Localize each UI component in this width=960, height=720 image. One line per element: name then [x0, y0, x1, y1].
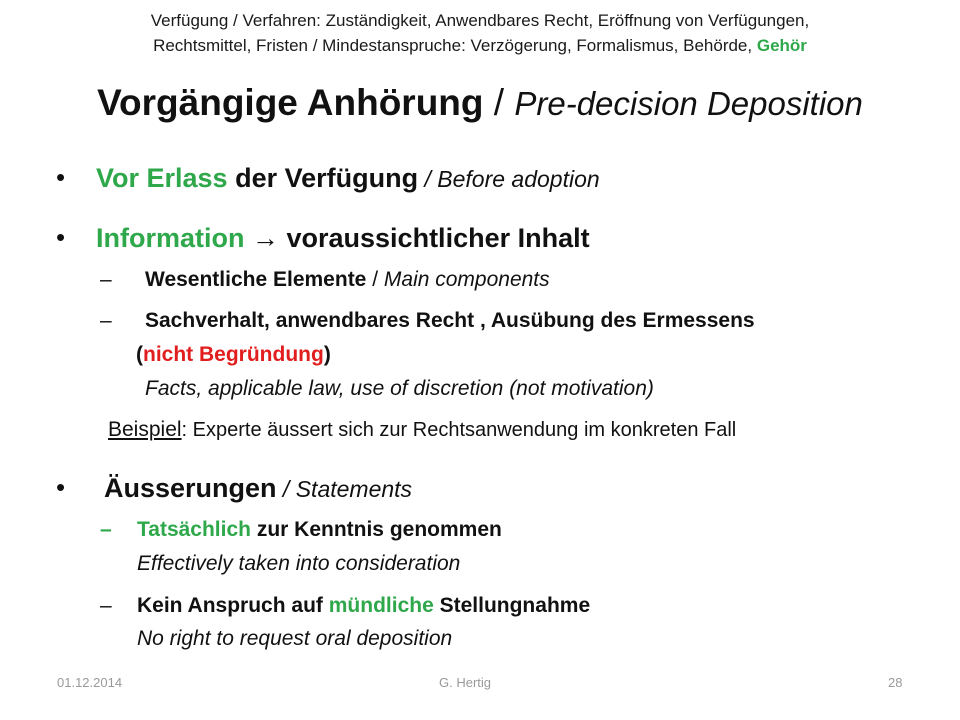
footer-page-number: 28	[888, 675, 903, 690]
sub-tatsaechlich	[137, 515, 502, 545]
bullet-1-translation: / Before adoption	[418, 166, 600, 192]
breadcrumb	[20, 8, 940, 58]
paren-close: )	[323, 343, 331, 366]
sub-sachverhalt-line-2	[136, 340, 331, 370]
bullet-3-text: Äusserungen	[104, 473, 277, 503]
breadcrumb-path: Rechtsmittel, Fristen / Mindestanspruche: Verzögerung, Formalismus, Behörde,	[153, 36, 753, 55]
bullet-icon: •	[56, 222, 66, 252]
sub-3-2-green: mündliche	[328, 594, 434, 617]
bullet-1-green: Vor Erlass	[96, 163, 228, 193]
sub-tatsaechlich-translation	[137, 549, 460, 579]
sub-2-2-translation: Facts, applicable law, use of discretion (not motivation)	[145, 377, 654, 400]
example-line	[108, 415, 736, 445]
bullet-2-green: Information	[96, 223, 245, 253]
slide-title	[20, 78, 940, 129]
footer-author: G. Hertig	[439, 675, 492, 690]
dash-icon: –	[100, 594, 112, 617]
example-label: Beispiel	[108, 418, 182, 441]
example-text: : Experte äussert sich zur Rechtsanwendung im konkreten Fall	[181, 419, 737, 441]
sub-3-2-translation: No right to request oral deposition	[137, 627, 453, 650]
sub-2-2-red: nicht Begründung	[143, 343, 324, 366]
sub-3-1-translation: Effectively taken into consideration	[137, 552, 461, 575]
sub-kein-anspruch	[137, 591, 590, 621]
sub-2-2-text: Sachverhalt, anwendbares Recht , Ausübung des Ermessens	[145, 309, 755, 332]
bullet-2-text: → voraussichtlicher Inhalt	[244, 223, 590, 253]
bullet-information	[96, 220, 590, 256]
bullet-icon: •	[56, 162, 66, 192]
breadcrumb-line-2	[20, 33, 940, 58]
sub-sachverhalt-line-1	[145, 306, 755, 336]
title-separator: /	[493, 82, 505, 123]
sub-3-1-text: zur Kenntnis genommen	[250, 518, 502, 541]
paren-open: (	[136, 343, 143, 366]
footer-date: 01.12.2014	[57, 675, 123, 690]
bullet-1-text: der Verfügung	[227, 163, 419, 193]
bullet-vor-erlass	[96, 160, 600, 197]
sub-3-1-green: Tatsächlich	[137, 518, 251, 541]
bullet-3-translation: / Statements	[276, 476, 413, 502]
sub-wesentliche-elemente	[145, 265, 550, 295]
dash-icon: –	[100, 518, 112, 541]
bullet-aeusserungen	[104, 470, 412, 507]
sub-sachverhalt-translation	[145, 374, 654, 404]
breadcrumb-current: Gehör	[756, 36, 807, 55]
bullet-icon: •	[56, 472, 66, 502]
sub-2-1-text: Wesentliche Elemente	[145, 268, 367, 291]
dash-icon: –	[100, 309, 112, 332]
sub-3-2-pre: Kein Anspruch auf	[137, 594, 329, 617]
title-translation: Pre-decision Deposition	[514, 85, 863, 122]
breadcrumb-line-1: Verfügung / Verfahren: Zuständigkeit, Anwendbares Recht, Eröffnung von Verfügungen,	[150, 11, 810, 30]
sub-2-1-separator: /	[366, 268, 384, 291]
sub-kein-anspruch-translation	[137, 624, 452, 654]
dash-icon: –	[100, 268, 112, 291]
title-main: Vorgängige Anhörung	[97, 82, 484, 123]
sub-3-2-post: Stellungnahme	[433, 594, 591, 617]
sub-2-1-translation: Main components	[383, 268, 550, 291]
